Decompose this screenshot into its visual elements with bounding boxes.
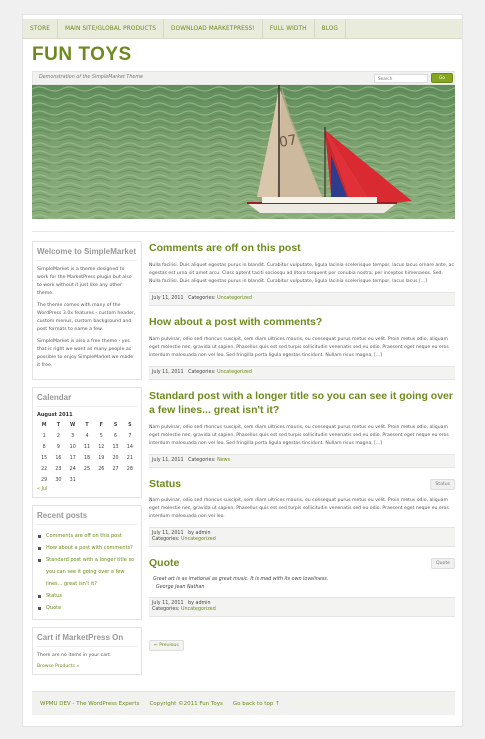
post-date: July 11, 2011 [152, 370, 184, 375]
categories-label: Categories: [188, 458, 216, 463]
search-button[interactable]: Go [431, 73, 453, 83]
calendar-week-row [37, 475, 137, 486]
widget-paragraph: SimpleMarket is a theme designed to work for the MarketPress plugin but also to work without it just like any other theme. [37, 267, 132, 296]
calendar-day: 24 [69, 467, 76, 472]
post-excerpt: Nam pulvinar, odio sed rhoncus suscipit, sem diam ultrices mauris, eu consequat purus metus eu velit. Proin metus odio, aliquam eget molestie nec, gravida ut sapien. Phasellus quis est sed turpis sollicitudin venenatis sed eu odio. Praesent eget neque eu eros interdum malesuada non vel leo. Sed fringilla porta ligula egestas tincidunt. Nullam risus magna, [...] [149, 337, 449, 358]
calendar-day: 10 [69, 445, 76, 450]
category-link[interactable]: Uncategorized [181, 607, 216, 612]
calendar-day: 8 [42, 445, 46, 450]
tagline-bar [32, 71, 455, 85]
site-tagline: Demonstration of the SimpleMarket Theme [39, 75, 143, 80]
post-title[interactable]: Status [149, 478, 182, 490]
sidebar [32, 241, 142, 682]
calendar-day: 28 [126, 467, 133, 472]
categories-label: Categories: [188, 370, 216, 375]
calendar-day: 7 [128, 434, 132, 439]
header-image [32, 85, 455, 219]
calendar-day: 9 [56, 445, 60, 450]
calendar-body [37, 431, 137, 486]
post-meta [149, 454, 455, 468]
calendar-day: 6 [114, 434, 118, 439]
quote-block [149, 576, 455, 592]
post-excerpt: Nam pulvinar, odio sed rhoncus suscipit, sem diam ultrices mauris, eu consequat purus metus eu velit. Proin metus odio, aliquam eget molestie nec, gravida ut sapien. Phasellus quis est sed turpis sollicitudin venenatis sed eu odio. Praesent eget neque eu eros interdum malesuada non vel leo. [149, 498, 449, 519]
sailboat-image [32, 85, 455, 219]
quote-post [149, 556, 455, 617]
back-to-top-link[interactable]: Go back to top ↑ [232, 700, 280, 707]
cart-widget [32, 627, 142, 675]
post-author: by admin [188, 531, 211, 536]
browse-products-link[interactable]: Browse Products » [37, 664, 80, 669]
calendar-day [108, 475, 122, 486]
page-container [22, 14, 463, 727]
calendar-day: 30 [55, 478, 62, 483]
calendar-week-row [37, 431, 137, 442]
calendar-day: 12 [98, 445, 105, 450]
calendar-day: 20 [112, 456, 119, 461]
calendar-day: 26 [98, 467, 105, 472]
calendar-day [94, 475, 108, 486]
calendar-day: 1 [42, 434, 46, 439]
calendar-day-header: F [99, 423, 103, 428]
post-header [149, 477, 455, 491]
post-meta [149, 366, 455, 380]
calendar-day: 13 [112, 445, 119, 450]
calendar-day [80, 475, 94, 486]
welcome-widget [32, 241, 142, 380]
recent-posts-widget [32, 505, 142, 620]
nav-item-store[interactable]: STORE [23, 19, 58, 38]
post-date: July 11, 2011 [152, 458, 184, 463]
calendar-day-header: S [113, 423, 118, 428]
post-author: by admin [188, 601, 211, 606]
nav-item-download[interactable]: DOWNLOAD MARKETPRESS! [164, 19, 263, 38]
calendar-day-header: S [128, 423, 132, 428]
recent-post-link[interactable]: Status [37, 590, 137, 602]
post-title[interactable]: Quote [149, 557, 180, 569]
calendar-week-row [37, 453, 137, 464]
calendar-day: 14 [126, 445, 133, 450]
calendar-month: August 2011 [37, 412, 73, 418]
widget-paragraph: SimpleMarket is also a free theme - yes that is right we want as many people as possible to enjoy SimpleMarket we made it free. [37, 339, 134, 368]
calendar-day: 2 [56, 434, 60, 439]
calendar-day: 27 [112, 467, 119, 472]
category-link[interactable]: News [217, 458, 231, 463]
widget-paragraph: The theme comes with many of the WordPress 3.0x features - custom header, custom menus, custom background and post formats to name a few. [37, 303, 136, 332]
nav-item-main-site[interactable]: MAIN SITE/GLOBAL PRODUCTS [58, 19, 164, 38]
header-divider [32, 231, 455, 232]
calendar-day: 11 [83, 445, 91, 450]
search-input[interactable] [374, 74, 428, 83]
widget-title: Recent posts [37, 511, 137, 525]
post-title[interactable]: Comments are off on this post [149, 242, 301, 254]
post-format-badge: Status [430, 479, 455, 490]
calendar-day-header: T [85, 423, 89, 428]
calendar-day: 4 [85, 434, 89, 439]
calendar-day: 21 [126, 456, 133, 461]
calendar-day: 29 [41, 478, 48, 483]
recent-posts-list [37, 530, 137, 614]
recent-post-link[interactable]: Quote [37, 602, 137, 614]
pagination [149, 631, 455, 651]
recent-post-link[interactable]: Comments are off on this post [37, 530, 137, 542]
calendar-day-header: T [56, 423, 61, 428]
post [149, 389, 455, 468]
quote-text: Great art is as irrational as great music. It is mad with its own loveliness. [153, 577, 329, 582]
post-title[interactable]: Standard post with a longer title so you can see it going over a few lines... great isn't it? [149, 390, 453, 416]
post-meta [149, 292, 455, 306]
recent-post-link[interactable]: How about a post with comments? [37, 542, 137, 554]
calendar-day: 25 [83, 467, 91, 472]
cart-empty-text: There are no items in your cart. [37, 653, 112, 658]
calendar-day [123, 475, 137, 486]
calendar-day-header: M [41, 423, 47, 428]
calendar-day: 23 [55, 467, 62, 472]
post-header [149, 556, 455, 570]
calendar-day: 18 [83, 456, 91, 461]
nav-item-full-width[interactable]: FULL WIDTH [263, 19, 315, 38]
post-excerpt: Nam pulvinar, odio sed rhoncus suscipit, sem diam ultrices mauris, eu consequat purus metus eu velit. Proin metus odio, aliquam eget molestie nec, gravida ut sapien. Phasellus quis est sed turpis sollicitudin venenatis sed eu odio. Praesent eget neque eu eros interdum malesuada non vel leo. Sed fringilla porta ligula egestas tincidunt. Nullam risus magna, [...] [149, 425, 449, 446]
status-post [149, 477, 455, 547]
post-excerpt: Nulla facilisi. Duis aliquet egestas purus in blandit. Curabitur vulputate, ligula lacinia scelerisque tempor, lacus lacus ornare ante, ac egestas est urna sit amet arcu. Class aptent taciti sociosqu ad litora torquent per conubia nostra, per inceptos himenaeos. Sed. Nulla facilisi. Duis aliquet egestas purus in blandit. Curabitur vulputate, ligula lacinia scelerisque tempor, lacus lacus [...] [149, 263, 455, 284]
calendar-prev-link[interactable]: « Jul [37, 487, 48, 492]
calendar-day: 16 [55, 456, 62, 461]
nav-item-blog[interactable]: BLOG [315, 19, 346, 38]
category-link[interactable]: Uncategorized [181, 537, 216, 542]
calendar-day: 5 [99, 434, 103, 439]
post [149, 315, 455, 380]
post-date: July 11, 2011 [152, 296, 184, 301]
calendar-day: 17 [69, 456, 76, 461]
categories-label: Categories: [152, 607, 180, 612]
widget-title: Welcome to SimpleMarket [37, 247, 137, 261]
footer-credit-link[interactable]: WPMU DEV - The WordPress Experts [40, 700, 140, 707]
calendar-day: 3 [71, 434, 75, 439]
footer-copyright: Copyright ©2011 Fun Toys [149, 700, 223, 707]
calendar-day: 19 [98, 456, 105, 461]
post-format-badge: Quote [431, 558, 455, 569]
categories-label: Categories: [188, 296, 216, 301]
post-date: July 11, 2011 [152, 601, 184, 606]
calendar-day: 15 [41, 456, 48, 461]
post-title[interactable]: How about a post with comments? [149, 316, 323, 328]
site-title[interactable]: FUN TOYS [32, 44, 132, 65]
previous-page-button[interactable]: ← Previous [149, 640, 184, 651]
post-meta [149, 527, 455, 547]
svg-text:07: 07 [277, 132, 299, 151]
calendar-widget [32, 387, 142, 498]
calendar-day: 31 [69, 478, 76, 483]
quote-author: George Jean Nathan [156, 585, 205, 590]
category-link[interactable]: Uncategorized [217, 296, 252, 301]
widget-title: Calendar [37, 393, 137, 407]
top-navigation [23, 19, 462, 39]
category-link[interactable]: Uncategorized [217, 370, 252, 375]
calendar-day-header: W [70, 423, 76, 428]
calendar-week-row [37, 464, 137, 475]
post [149, 241, 455, 306]
main-content [149, 241, 455, 651]
widget-title: Cart if MarketPress On [37, 633, 137, 647]
calendar-week-row [37, 442, 137, 453]
footer [32, 691, 455, 715]
post-meta [149, 597, 455, 617]
recent-post-link[interactable]: Standard post with a longer title so you can see it going over a few lines... great isn't it? [37, 554, 137, 590]
categories-label: Categories: [152, 537, 180, 542]
calendar-table [37, 420, 137, 486]
calendar-day: 22 [41, 467, 48, 472]
post-date: July 11, 2011 [152, 531, 184, 536]
